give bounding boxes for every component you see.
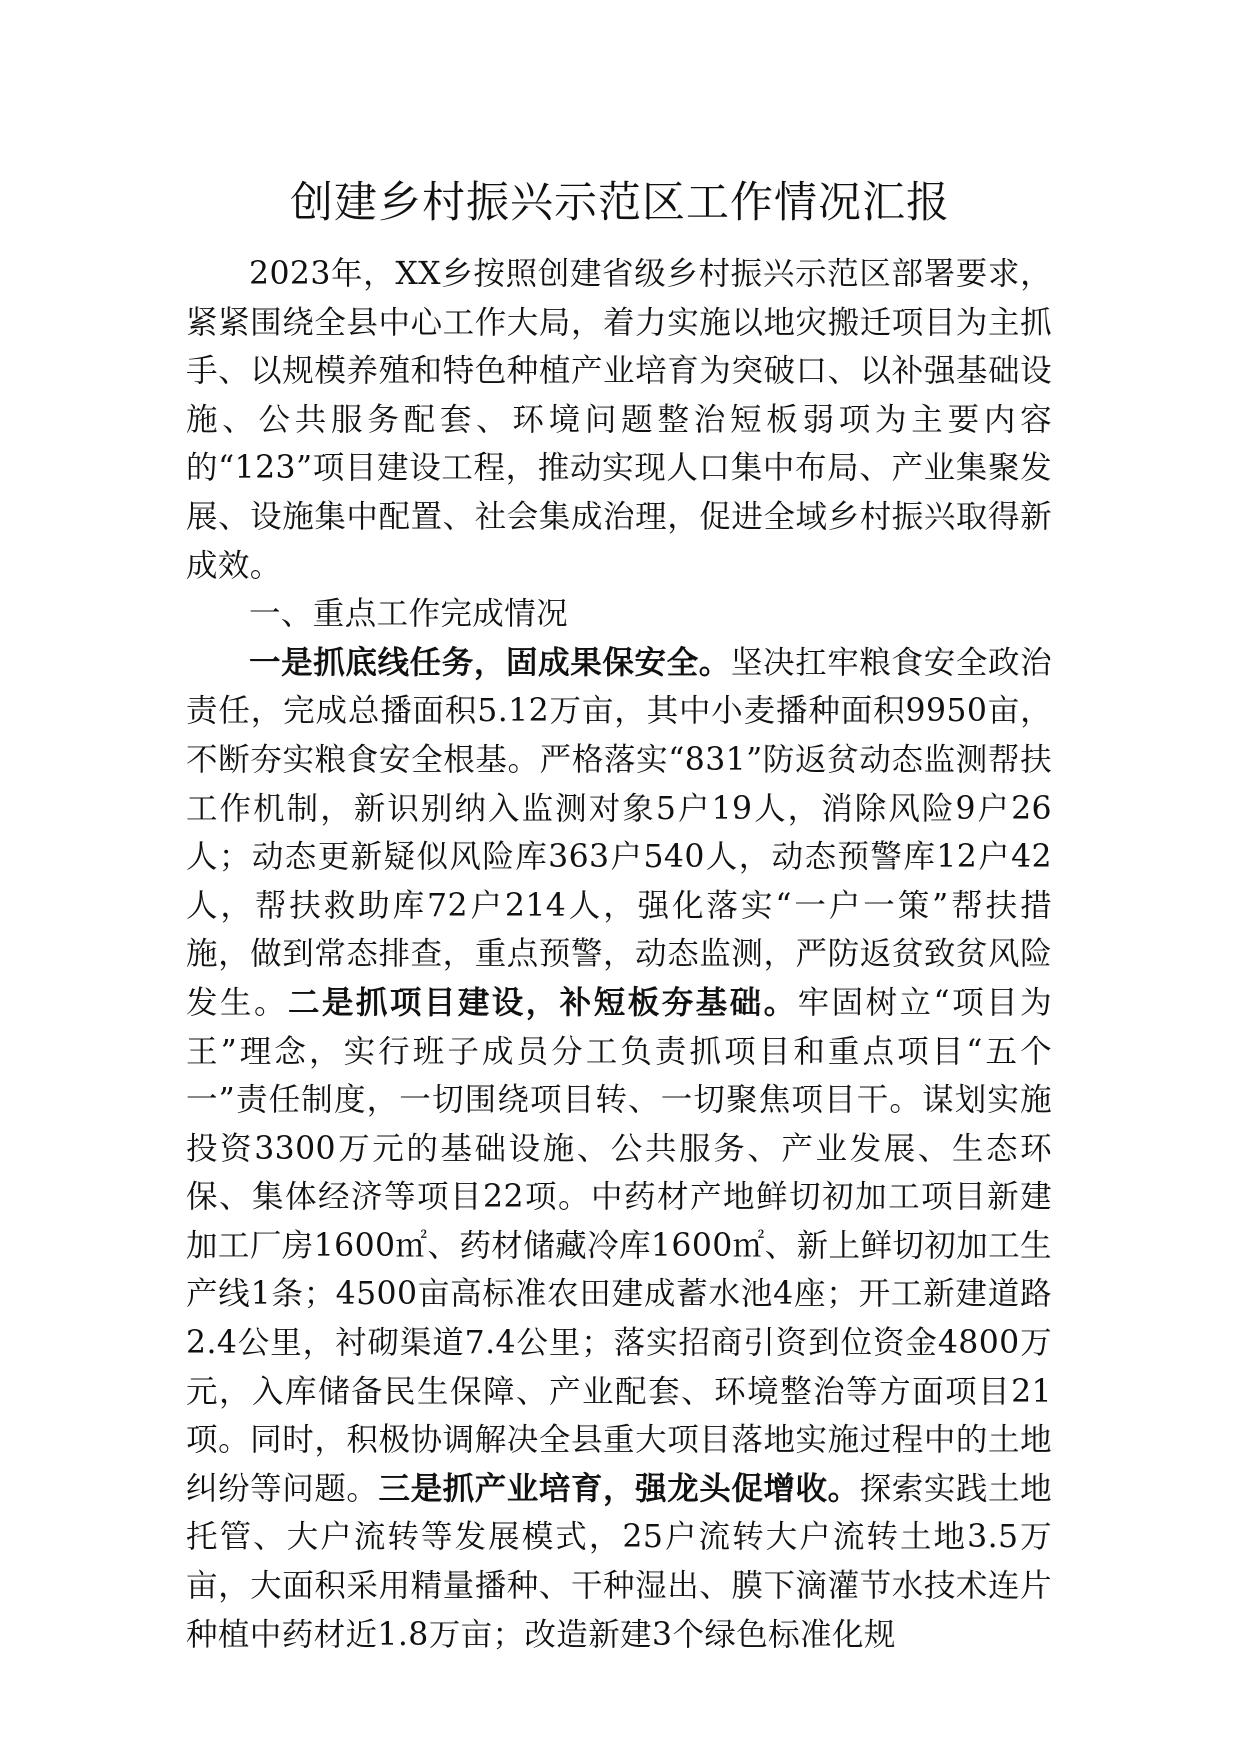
document-title: 创建乡村振兴示范区工作情况汇报 (290, 178, 950, 228)
key-work-paragraph (186, 639, 1052, 1659)
item1-text: 坚决扛牢粮食安全政治责任，完成总播面积5.12万亩，其中小麦播种面积9950亩，不断夯实粮食安全根基。严格落实“831”防返贫动态监测帮扶工作机制，新识别纳入监测对象5户19人，消除风险9户26人；动态更新疑似风险库363户540人，动态预警库12户42人，帮扶救助库72户214人，强化落实“一户一策”帮扶措施，做到常态排查，重点预警，动态监测，严防返贫致贫风险发生。 (186, 644, 1052, 1021)
item2-text: 牢固树立“项目为王”理念，实行班子成员分工负责抓项目和重点项目“五个一”责任制度，一切围绕项目转、一切聚焦项目干。谋划实施投资3300万元的基础设施、公共服务、产业发展、生态环保、集体经济等项目22项。中药材产地鲜切初加工项目新建加工厂房1600㎡、药材储藏冷库1600㎡、新上鲜切初加工生产线1条；4500亩高标准农田建成蓄水池4座；开工新建道路2.4公里，衬砌渠道7.4公里；落实招商引资到位资金4800万元，入库储备民生保障、产业配套、环境整治等方面项目21项。同时，积极协调解决全县重大项目落地实施过程中的土地纠纷等问题。 (186, 984, 1052, 1507)
document-body (186, 250, 1052, 1659)
item3-lead: 三是抓产业培育，强龙头促增收。 (378, 1470, 860, 1507)
item2-lead: 二是抓项目建设，补短板夯基础。 (287, 984, 798, 1021)
item3-text: 探索实践土地托管、大户流转等发展模式，25户流转大户流转土地3.5万亩，大面积采用精量播种、干种湿出、膜下滴灌节水技术连片种植中药材近1.8万亩；改造新建3个绿色标准化规 (186, 1470, 1052, 1653)
item1-lead: 一是抓底线任务，固成果保安全。 (249, 644, 731, 681)
section-heading: 一、重点工作完成情况 (249, 596, 569, 633)
intro-paragraph: 2023年，XX乡按照创建省级乡村振兴示范区部署要求，紧紧围绕全县中心工作大局，着力实施以地灾搬迁项目为主抓手、以规模养殖和特色种植产业培育为突破口、以补强基础设施、公共服务配套、环境问题整治短板弱项为主要内容的“123”项目建设工程，推动实现人口集中布局、产业集聚发展、设施集中配置、社会集成治理，促进全域乡村振兴取得新成效。 (186, 256, 1052, 584)
